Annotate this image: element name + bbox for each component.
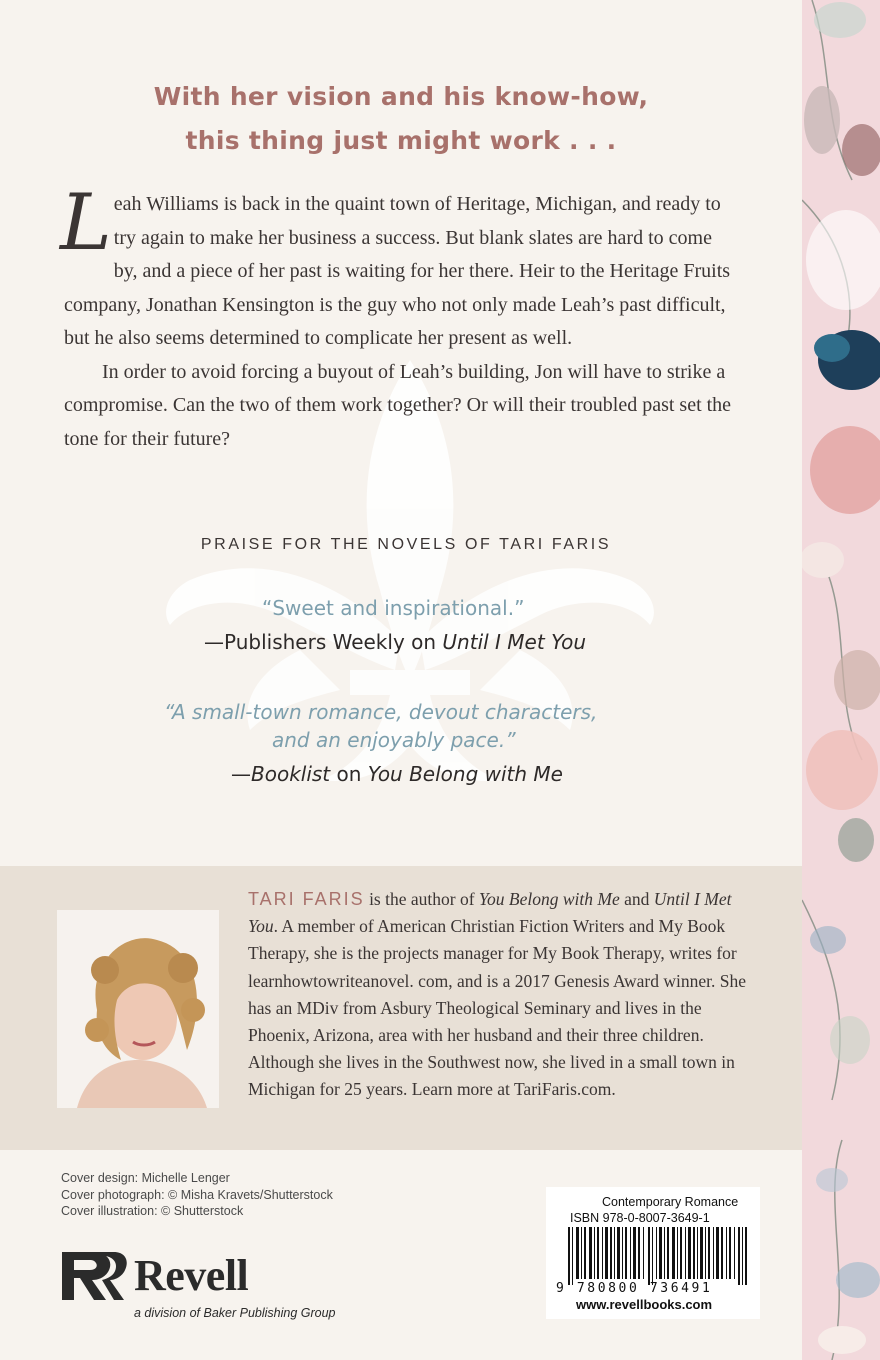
barcode-digits: 9 780800 736491 — [556, 1281, 713, 1296]
publisher-url: www.revellbooks.com — [576, 1297, 713, 1312]
publisher-name: Revell — [134, 1251, 249, 1300]
quote-2-attribution — [231, 762, 563, 786]
credit-illustration: Cover illustration: © Shutterstock — [61, 1204, 244, 1218]
blurb — [60, 178, 740, 456]
publisher-tagline: a division of Baker Publishing Group — [134, 1306, 336, 1320]
isbn-label: ISBN 978-0-8007-3649-1 — [570, 1211, 710, 1225]
drop-cap: L — [60, 178, 112, 268]
quote-1-attribution — [204, 630, 586, 654]
bio-book-2: Until I Met You — [248, 889, 732, 937]
genre-label: Contemporary Romance — [602, 1195, 739, 1209]
author-bio — [248, 886, 760, 1104]
revell-logo-icon — [58, 1248, 128, 1304]
quote-2-line-1-text: “A small-town romance, devout characters, — [164, 700, 598, 724]
bio-text-a: is the author of — [364, 889, 479, 909]
headline-line-2: this thing just might work . . . — [185, 126, 617, 155]
quote-2-source: Booklist — [251, 762, 331, 786]
quote-2-line-1 — [164, 700, 597, 724]
credit-design: Cover design: Michelle Lenger — [61, 1171, 230, 1185]
blurb-paragraph-2: In order to avoid forcing a buyout of Leah’s building, Jon will have to strike a compromise. Can the two of them work together? Or will their troubled past set the tone for their future? — [64, 360, 732, 450]
praise-heading: PRAISE FOR THE NOVELS OF TARI FARIS — [200, 536, 612, 553]
quote-2-title: You Belong with Me — [367, 762, 563, 786]
cover-credits — [61, 1170, 333, 1220]
floral-pattern-icon — [802, 0, 880, 1360]
author-photo — [57, 910, 219, 1108]
quote-2-line-2 — [272, 728, 516, 752]
bio-text-b: and — [619, 889, 654, 909]
quote-2-dash: — — [231, 762, 251, 786]
quote-1-title: Until I Met You — [442, 630, 586, 654]
bio-text-c: . A member of American Christian Fiction Writers and My Book Therapy, she is the projects manager for My Book Therapy, writes for learnhowtowriteanovel. com, and is a 2017 Genesis Award winner. She has an MDiv from Asbury Theological Seminary and lives in the Phoenix, Arizona, area with her husband and their three children. Although she lives in the Southwest now, she lived in a small town in Michigan for 25 years. Learn more at TariFaris.com. — [248, 916, 746, 1100]
floral-border — [802, 0, 880, 1360]
headline-line-1: With her vision and his know-how, — [153, 82, 649, 111]
barcode-panel — [546, 1187, 760, 1319]
quote-2-line-2-text: and an enjoyably pace.” — [272, 728, 516, 752]
author-name: TARI FARIS — [248, 889, 365, 909]
quote-2-on: on — [330, 762, 368, 786]
quote-1-source: —Publishers Weekly on — [204, 630, 443, 654]
barcode-icon — [566, 1227, 748, 1285]
quote-1-text: “Sweet and inspirational.” — [262, 596, 525, 620]
blurb-paragraph-1: eah Williams is back in the quaint town of Heritage, Michigan, and ready to try again to make her business a success. But blank slates are hard to come by, and a piece of her past is waiting for her there. Heir to the Heritage Fruits company, Jonathan Kensington is the guy who not only made Leah’s past difficult, but he also seems determined to complicate her present as well. — [64, 193, 731, 349]
credit-photo: Cover photograph: © Misha Kravets/Shutterstock — [61, 1187, 333, 1202]
bio-book-1: You Belong with Me — [478, 889, 620, 909]
